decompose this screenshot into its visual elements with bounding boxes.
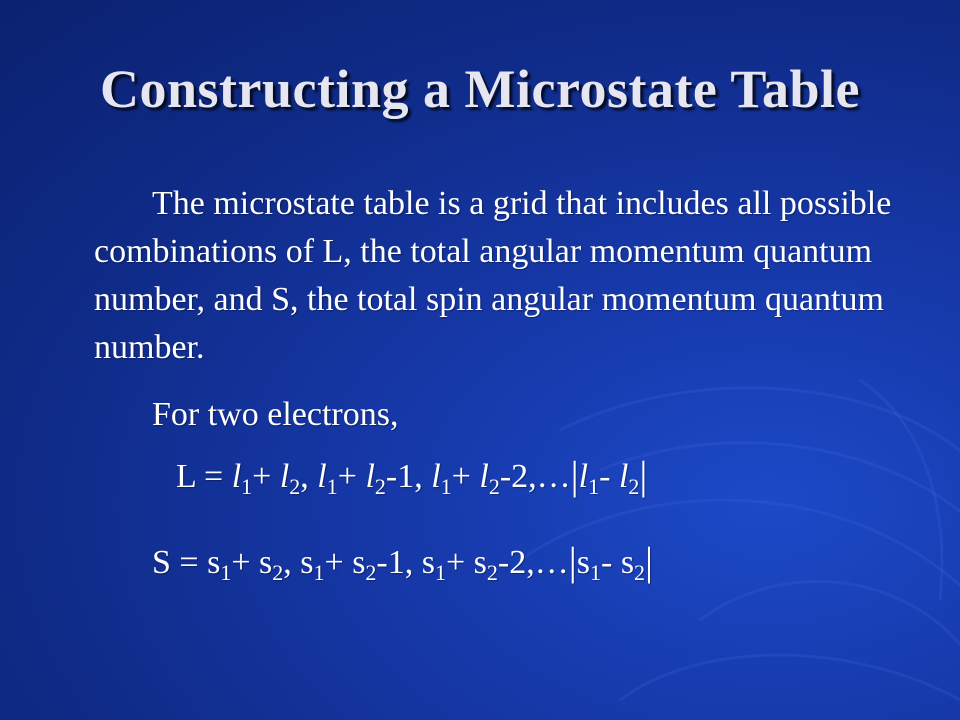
eq-l-var: l: [231, 458, 242, 495]
eq-s-var: s: [620, 544, 635, 581]
eq-l-var: l: [279, 458, 290, 495]
equation-s: [152, 538, 653, 585]
eq-l-sub: 1: [326, 474, 338, 499]
eq-l-var: l: [317, 458, 327, 495]
eq-s-sub: 1: [220, 560, 232, 585]
eq-l-sub: 1: [440, 474, 452, 499]
eq-l-sub: 1: [241, 474, 253, 499]
eq-s-sub: 1: [589, 560, 601, 585]
eq-l-plus: +: [451, 458, 480, 495]
abs-bar-left: |: [568, 539, 577, 584]
body-paragraph: The microstate table is a grid that includes all possible combinations of L, the total angular momentum quantum number, and S, the total spin angular momentum quantum number.: [94, 185, 892, 366]
eq-s-comma: ,: [283, 544, 301, 581]
eq-l-var: l: [479, 458, 489, 495]
eq-l-lhs: L: [176, 458, 196, 495]
eq-s-var: s: [576, 544, 590, 581]
eq-s-var: s: [300, 544, 314, 581]
eq-s-sub: 2: [486, 560, 498, 585]
two-electrons-label: For two electrons,: [152, 396, 399, 433]
eq-s-sub: 2: [634, 560, 646, 585]
eq-l-minus-one: -1: [385, 458, 415, 495]
eq-l-comma: ,: [300, 458, 318, 495]
eq-l-var: l: [431, 458, 441, 495]
eq-s-minus-two: -2: [497, 544, 527, 581]
abs-bar-left: |: [570, 453, 579, 498]
eq-s-lhs: S: [152, 544, 171, 581]
eq-l-var: l: [365, 458, 375, 495]
eq-l-sub: 2: [488, 474, 500, 499]
eq-l-equals: =: [195, 458, 232, 495]
eq-s-sub: 2: [365, 560, 377, 585]
eq-l-sub: 2: [374, 474, 386, 499]
eq-s-sub: 1: [434, 560, 446, 585]
eq-l-plus: +: [252, 458, 280, 495]
eq-l-plus: +: [337, 458, 366, 495]
equation-l: [176, 452, 647, 499]
eq-s-plus: +: [445, 544, 474, 581]
eq-s-var: s: [352, 544, 366, 581]
eq-l-sub: 2: [628, 474, 640, 499]
eq-l-ellipsis: ,…: [528, 458, 571, 495]
eq-s-var: s: [207, 544, 221, 581]
eq-s-abs-minus: -: [600, 544, 621, 581]
eq-l-sub: 1: [588, 474, 600, 499]
eq-s-plus: +: [324, 544, 353, 581]
eq-s-equals: =: [170, 544, 208, 581]
eq-s-ellipsis: ,…: [526, 544, 569, 581]
eq-l-var: l: [618, 458, 629, 495]
eq-l-var: l: [578, 458, 589, 495]
eq-s-comma: ,: [404, 544, 422, 581]
eq-l-minus-two: -2: [499, 458, 529, 495]
eq-s-var: s: [259, 544, 273, 581]
eq-l-comma: ,: [414, 458, 432, 495]
eq-l-sub: 2: [289, 474, 301, 499]
eq-s-plus: +: [231, 544, 260, 581]
eq-s-sub: 2: [272, 560, 284, 585]
eq-s-var: s: [421, 544, 435, 581]
eq-l-abs-minus: -: [599, 458, 619, 495]
eq-s-minus-one: -1: [376, 544, 405, 581]
eq-s-sub: 1: [313, 560, 325, 585]
abs-bar-right: |: [645, 539, 654, 584]
abs-bar-right: |: [639, 453, 648, 498]
slide-title: Constructing a Microstate Table: [100, 59, 860, 119]
eq-s-var: s: [473, 544, 487, 581]
